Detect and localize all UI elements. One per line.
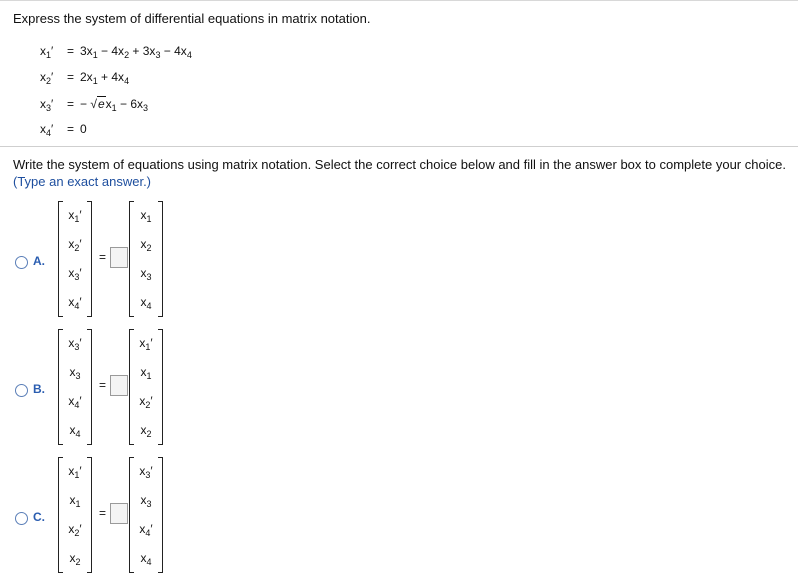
vector-entry: $x_3$ xyxy=(140,493,152,509)
vector-entry: $x_4'$ xyxy=(68,295,82,311)
vector-entry: $x_4$ xyxy=(69,423,81,439)
choice-c-right-vector xyxy=(129,457,163,573)
choice-b-label[interactable]: B. xyxy=(33,382,45,396)
vector-entry: $x_1$ xyxy=(69,493,81,509)
choice-b-left-vector xyxy=(58,329,92,445)
vector-entry: $x_3$ xyxy=(140,266,152,282)
top-divider xyxy=(0,0,798,1)
equation-2-equals: = xyxy=(67,70,75,84)
sqrt-symbol: √ xyxy=(90,97,97,111)
vector-entry: $x_2'$ xyxy=(68,522,82,538)
vector-entry: $x_2'$ xyxy=(139,394,153,410)
choice-a-answer-box[interactable] xyxy=(110,247,128,268)
choice-a-left-vector xyxy=(58,201,92,317)
section-divider xyxy=(0,146,798,147)
vector-entry: $x_4'$ xyxy=(68,394,82,410)
vector-entry: $x_2$ xyxy=(69,551,81,567)
choice-c-left-vector xyxy=(58,457,92,573)
vector-entry: $x_1$ xyxy=(140,365,152,381)
vector-entry: $x_2'$ xyxy=(68,237,82,253)
instruction-text: Write the system of equations using matrix notation. Select the correct choice below and fill in the answer box to complete your choice. xyxy=(13,157,786,172)
equation-1-equals: = xyxy=(67,44,75,58)
question-prompt: Express the system of differential equations in matrix notation. xyxy=(13,11,371,26)
choice-b xyxy=(0,327,798,447)
choice-a-equals: = xyxy=(99,250,107,264)
choice-b-equals: = xyxy=(99,378,107,392)
vector-entry: $x_4$ xyxy=(140,295,152,311)
vector-entry: $x_4$ xyxy=(140,551,152,567)
choice-c-label[interactable]: C. xyxy=(33,510,45,524)
vector-entry: $x_3'$ xyxy=(68,266,82,282)
equation-4-equals: = xyxy=(67,122,75,136)
answer-hint: (Type an exact answer.) xyxy=(13,174,152,189)
equation-4-lhs: $x_4'$ xyxy=(40,122,54,138)
vector-entry: $x_1'$ xyxy=(139,336,153,352)
choice-c-answer-box[interactable] xyxy=(110,503,128,524)
equation-2-lhs: $x_2'$ xyxy=(40,70,54,86)
equation-3-equals: = xyxy=(67,97,75,111)
equation-3-rhs: − $√ex_1 - 6x_3$ xyxy=(80,97,149,113)
equation-2-rhs: $2x_1 + 4x_4$ xyxy=(80,70,130,86)
choice-b-radio[interactable] xyxy=(15,384,28,397)
equation-3-lhs: $x_3'$ xyxy=(40,97,54,113)
choice-a-right-vector xyxy=(129,201,163,317)
vector-entry: $x_4'$ xyxy=(139,522,153,538)
vector-entry: $x_1'$ xyxy=(68,464,82,480)
vector-entry: $x_3$ xyxy=(69,365,81,381)
choice-c-radio[interactable] xyxy=(15,512,28,525)
vector-entry: $x_2$ xyxy=(140,423,152,439)
choice-a-radio[interactable] xyxy=(15,256,28,269)
choice-c xyxy=(0,455,798,575)
choice-c-equals: = xyxy=(99,506,107,520)
vector-entry: $x_3'$ xyxy=(139,464,153,480)
equation-1-rhs: $3x_1 - 4x_2 + 3x_3 - 4x_4$ xyxy=(80,44,192,60)
choice-a xyxy=(0,199,798,319)
choice-b-answer-box[interactable] xyxy=(110,375,128,396)
vector-entry: $x_3'$ xyxy=(68,336,82,352)
choice-b-right-vector xyxy=(129,329,163,445)
vector-entry: $x_1'$ xyxy=(68,208,82,224)
choice-a-label[interactable]: A. xyxy=(33,254,45,268)
equation-4-rhs: 0 xyxy=(80,122,87,136)
vector-entry: $x_1$ xyxy=(140,208,152,224)
vector-entry: $x_2$ xyxy=(140,237,152,253)
equation-1-lhs: $x_1'$ xyxy=(40,44,54,60)
